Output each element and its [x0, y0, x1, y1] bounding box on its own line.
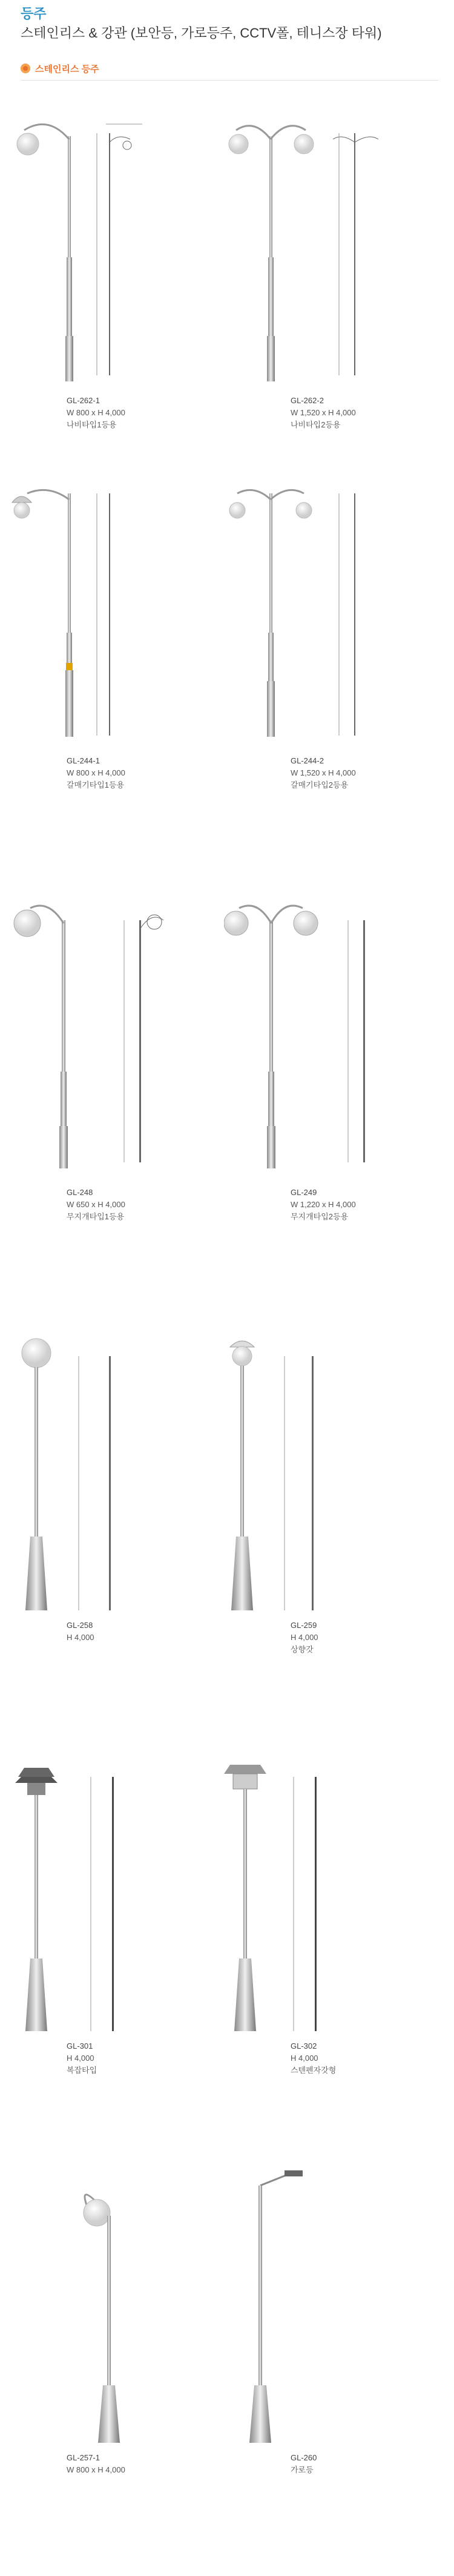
product-name: 나비타입1등용 [67, 420, 117, 429]
product-code: GL-244-2 [291, 756, 324, 765]
product-card [0, 97, 224, 429]
product-code: GL-260 [291, 2453, 317, 2462]
product-card [224, 1753, 448, 2075]
bullet-icon [21, 64, 30, 73]
product-name: 무지개타입2등용 [291, 1212, 349, 1221]
page-title: 스테인리스 & 강관 (보안등, 가로등주, CCTV폴, 테니스장 타워) [21, 25, 382, 41]
product-caption [291, 755, 356, 791]
product-caption [291, 2452, 317, 2476]
product-caption [291, 2040, 336, 2077]
product-size: H 4,000 [291, 1633, 318, 1642]
product-drawing [224, 887, 448, 1171]
product-size: W 1,520 x H 4,000 [291, 768, 356, 777]
product-size: W 800 x H 4,000 [67, 768, 125, 777]
product-drawing [224, 1332, 448, 1616]
product-caption [67, 2040, 97, 2077]
product-drawing [0, 457, 224, 742]
product-name: 나비타입2등용 [291, 420, 341, 429]
product-code: GL-244-1 [67, 756, 100, 765]
product-name: 갈매기타입2등용 [291, 780, 349, 789]
subsection-label: 스테인리스 등주 [35, 64, 99, 74]
product-name: 갈매기타입1등용 [67, 780, 125, 789]
product-card [224, 1332, 448, 1654]
product-caption [291, 395, 356, 431]
product-drawing [0, 887, 224, 1171]
product-size: W 1,520 x H 4,000 [291, 408, 356, 417]
product-card [224, 887, 448, 1221]
product-drawing [0, 97, 224, 381]
product-size: W 800 x H 4,000 [67, 2465, 125, 2474]
product-card [224, 457, 448, 789]
product-name: 무지개타입1등용 [67, 1212, 125, 1221]
product-caption [67, 2452, 125, 2476]
product-code: GL-302 [291, 2041, 317, 2051]
page-header [0, 0, 454, 73]
product-code: GL-259 [291, 1621, 317, 1630]
product-caption [291, 1187, 356, 1223]
product-code: GL-301 [67, 2041, 93, 2051]
product-size: W 650 x H 4,000 [67, 1200, 125, 1209]
product-code: GL-248 [67, 1188, 93, 1197]
product-drawing [224, 2167, 448, 2446]
product-card [0, 1753, 224, 2075]
divider [21, 80, 438, 81]
product-code: GL-258 [67, 1621, 93, 1630]
product-size: W 1,220 x H 4,000 [291, 1200, 356, 1209]
product-card [0, 887, 224, 1221]
product-drawing [0, 1753, 224, 2037]
product-caption [67, 755, 125, 791]
product-caption [67, 395, 125, 431]
subsection-heading [21, 61, 99, 76]
product-size: W 800 x H 4,000 [67, 408, 125, 417]
product-code: GL-262-1 [67, 396, 100, 405]
category-title: 등주 [21, 6, 47, 21]
product-name: 상향갓 [291, 1645, 314, 1654]
product-size: H 4,000 [67, 2054, 94, 2063]
product-drawing [0, 2167, 224, 2446]
product-caption [67, 1619, 94, 1644]
product-drawing [224, 97, 448, 381]
product-name: 가로등 [291, 2465, 314, 2474]
product-drawing [224, 457, 448, 742]
product-name: 스텐펜자갓형 [291, 2066, 337, 2075]
product-drawing [0, 1332, 224, 1616]
product-card [0, 2167, 224, 2474]
product-size: H 4,000 [67, 1633, 94, 1642]
product-code: GL-257-1 [67, 2453, 100, 2462]
product-name: 복잡타입 [67, 2066, 97, 2075]
product-size: H 4,000 [291, 2054, 318, 2063]
product-code: GL-249 [291, 1188, 317, 1197]
product-code: GL-262-2 [291, 396, 324, 405]
product-caption [291, 1619, 318, 1656]
product-card [0, 1332, 224, 1642]
product-caption [67, 1187, 125, 1223]
product-card [0, 457, 224, 789]
product-card [224, 97, 448, 429]
product-drawing [224, 1753, 448, 2037]
product-card [224, 2167, 448, 2474]
